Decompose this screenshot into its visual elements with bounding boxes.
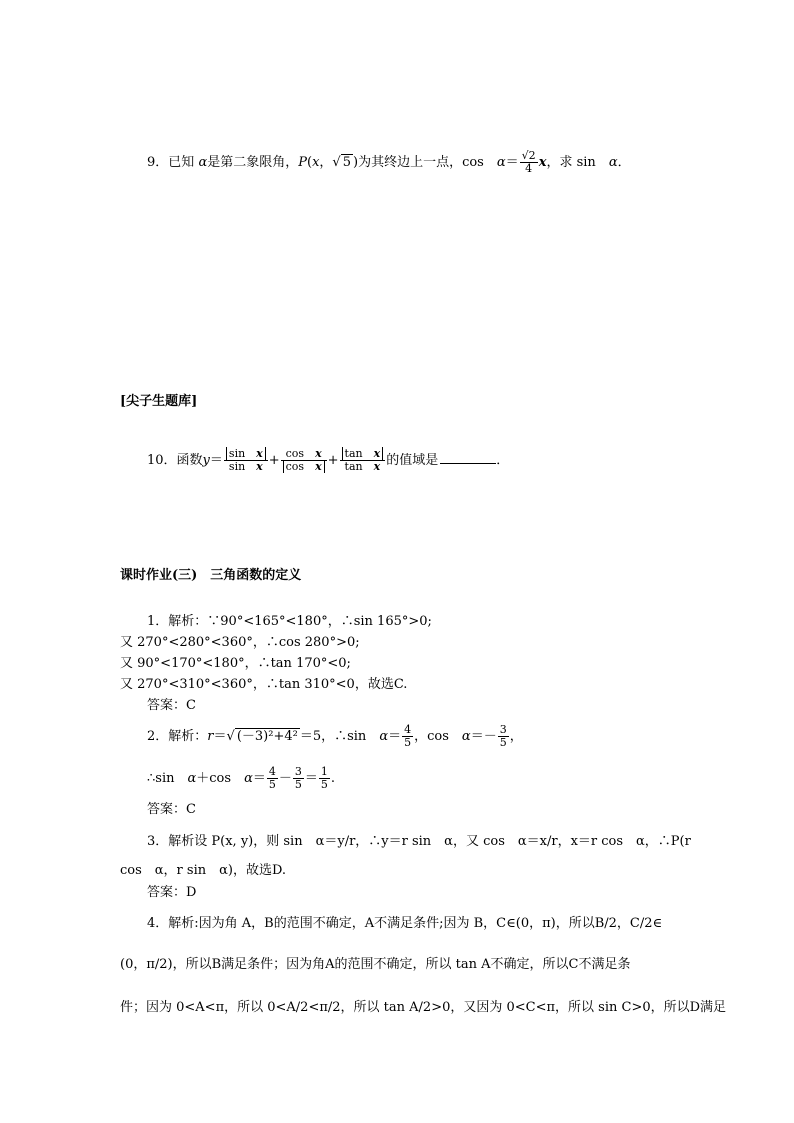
answer-1-line-3: 又 90°<170°<180°，∴tan 170°<0; — [120, 656, 351, 671]
answer-blank — [440, 463, 496, 464]
fraction-abs-tan-over-tan: $\frac{\text{tan x}}{\text{tan x}}$ — [340, 448, 386, 473]
answer-4-line-1: 4．解析:因为角 A，B的范围不确定，A不满足条件;因为 B，C∈(0，π)，所以B/2，C/2∈ — [147, 916, 663, 931]
sqrt-5: √ 5 — [332, 155, 351, 170]
answer-2-line-1: 2．解析：r＝√ (－3)²+4² ＝5，∴sin α＝ $\frac{4}{5}$ ，cos α＝－ $\frac{3}{5}$ ， — [147, 723, 523, 749]
answer-1-line-2: 又 270°<280°<360°，∴cos 280°>0; — [120, 635, 360, 650]
section-heading: [尖子生题库] — [120, 394, 198, 409]
fraction-sqrt2-over-4: $\frac{√2}{4}$ — [521, 149, 536, 175]
answer-1-line-4: 又 270°<310°<360°，∴tan 310°<0，故选C. — [120, 677, 408, 692]
answer-3-line-2: cos α，r sin α)，故选D. — [120, 863, 287, 878]
question-9: 9．已知 α是第二象限角，P(x，√ 5 )为其终边上一点，cos α＝ $\frac{√2}{4}$ x，求 sin α． — [147, 149, 631, 175]
fraction-4-5: $\frac{4}{5}$ — [404, 723, 412, 749]
q9-number: 9． — [147, 155, 169, 170]
fraction-3-5: $\frac{3}{5}$ — [499, 723, 507, 749]
answer-2-line-2: ∴sin α＋cos α＝ $\frac{4}{5}$ － $\frac{3}{5}$ ＝ $\frac{1}{5}$ . — [147, 765, 336, 791]
answer-3-result: 答案：D — [147, 885, 197, 900]
fraction-abs-sin-over-sin: $\frac{\text{sin x}}{\text{sin x}}$ — [224, 448, 268, 473]
answer-4-line-3: 件；因为 0<A<π，所以 0<A/2<π/2，所以 tan A/2>0，又因为 0<C<π，所以 sin C>0，所以D满足 — [120, 1000, 727, 1015]
answer-4-line-2: (0，π/2)，所以B满足条件；因为角A的范围不确定，所以 tan A不确定，所以C不满足条 — [120, 957, 631, 972]
answer-2-result: 答案：C — [147, 802, 196, 817]
sqrt-radius: √ (－3)²+4² — [226, 729, 298, 744]
answers-title: 课时作业(三) 三角函数的定义 — [120, 568, 302, 583]
question-10: 10．函数y＝ $\frac{\text{sin x}}{\text{sin x}}$ + $\frac{\text{cos x}}{\text{cos x}}$ + $\frac{\text{tan x}}{\text{tan x}}$ 的值域是 ． — [147, 447, 510, 473]
fraction-cos-over-abs-cos: $\frac{\text{cos x}}{\text{cos x}}$ — [281, 448, 327, 473]
answer-1-result: 答案：C — [147, 698, 196, 713]
answer-3-line-1: 3．解析设 P(x, y)，则 sin α＝y/r，∴y＝r sin α，又 cos α＝x/r，x＝r cos α，∴P(r — [147, 834, 691, 849]
answer-1-line-1: 1．解析：∵90°<165°<180°，∴sin 165°>0; — [147, 614, 432, 629]
